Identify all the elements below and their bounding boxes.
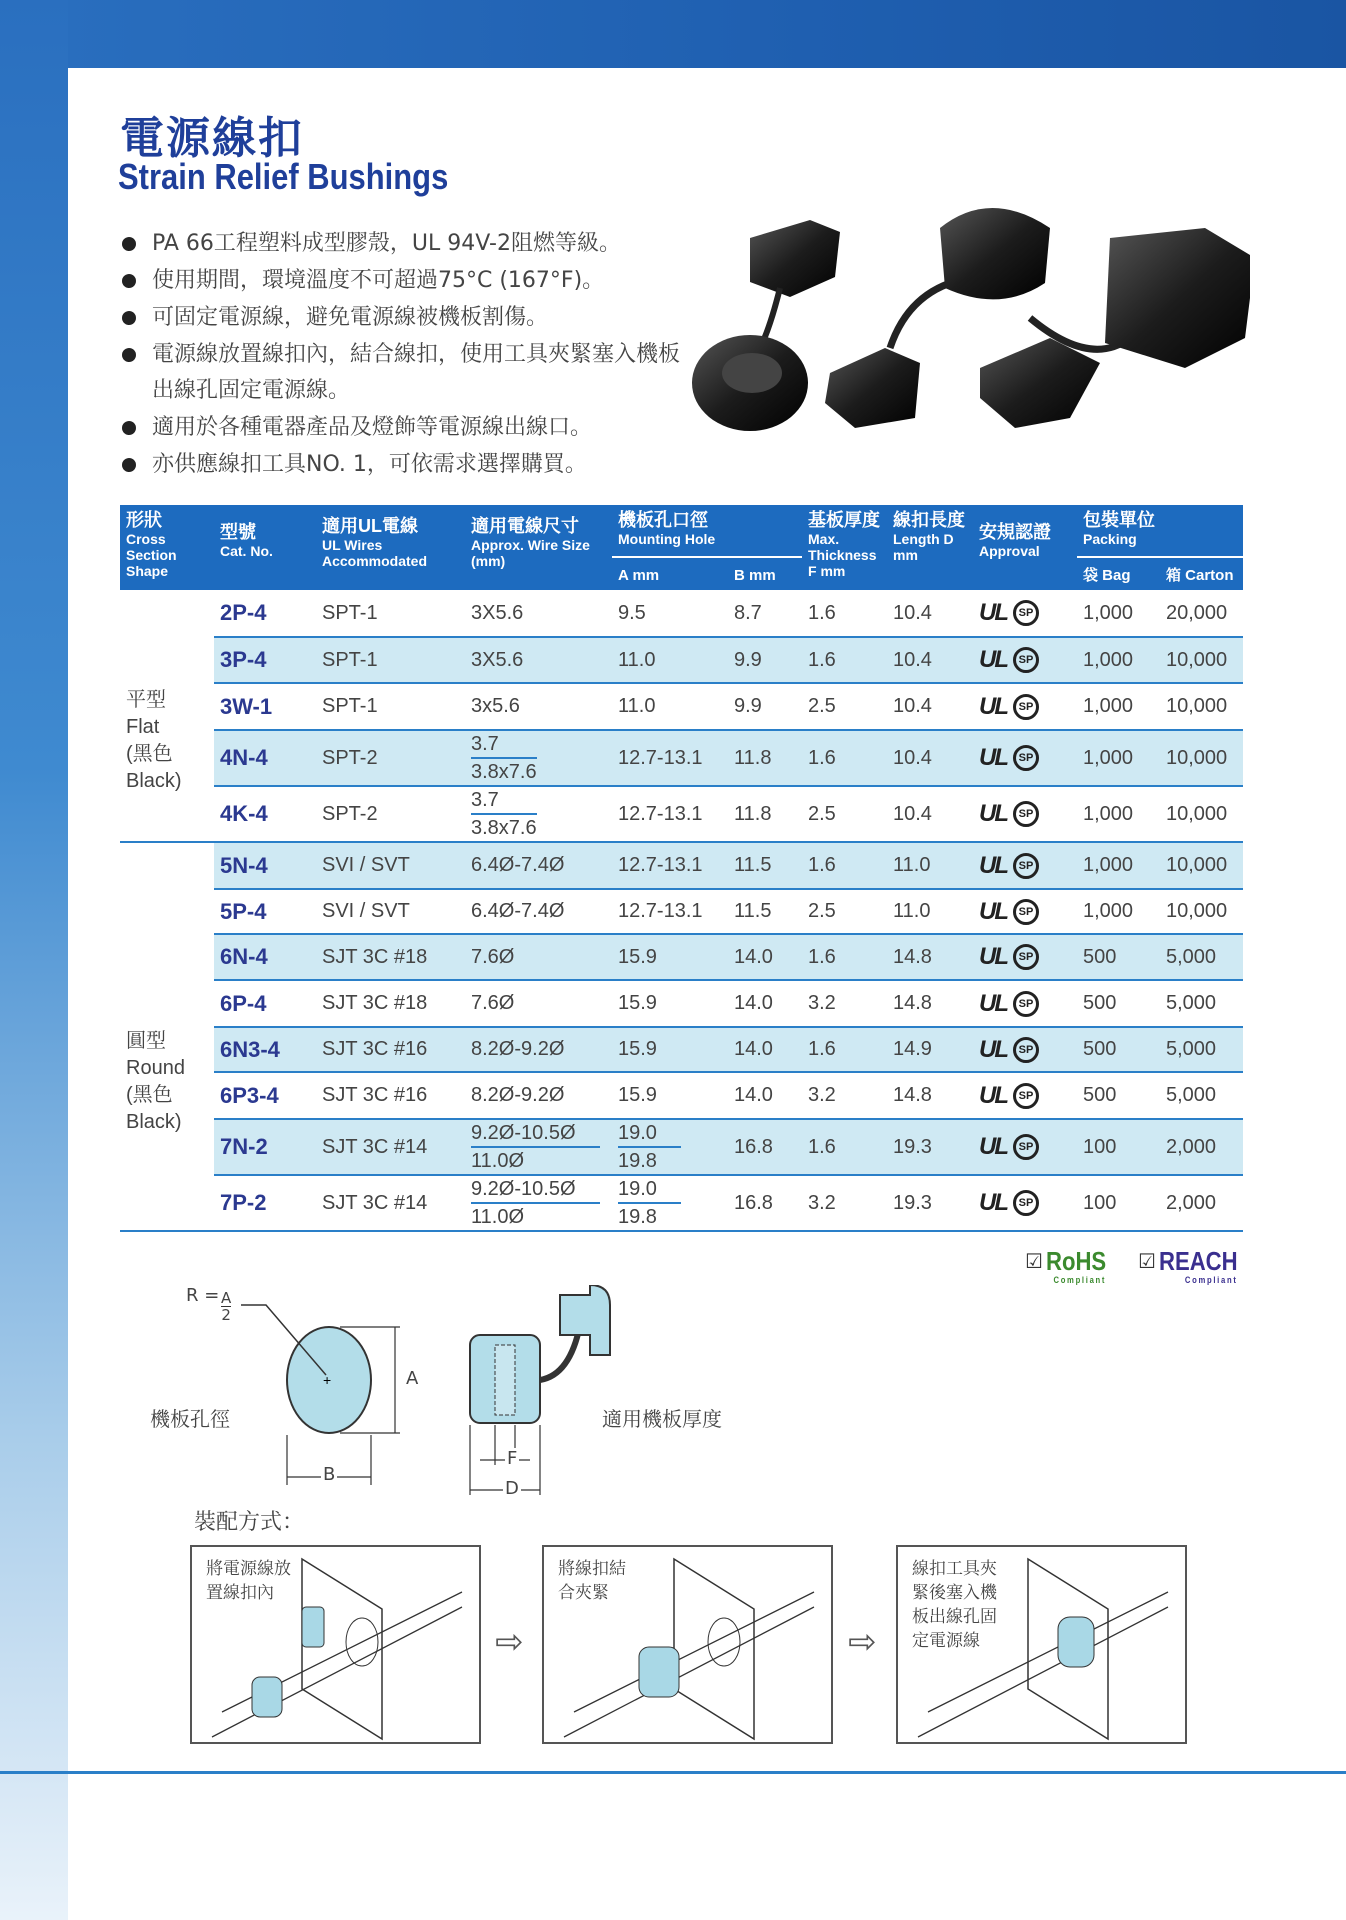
header-b: B mm bbox=[728, 557, 802, 590]
length-d: 14.8 bbox=[887, 980, 973, 1027]
hole-a: 15.9 bbox=[612, 934, 728, 980]
step-text: 線扣工具夾 緊後塞入機 板出線孔固 定電源線 bbox=[912, 1559, 997, 1651]
hole-b: 9.9 bbox=[728, 637, 802, 683]
hole-a: $\frac{19.0}{19.8}$ bbox=[612, 1175, 728, 1231]
radius-formula: R = bbox=[186, 1285, 220, 1306]
wire-size: $\frac{9.2Ø-10.5Ø}{11.0Ø}$ bbox=[465, 1175, 612, 1231]
length-d: 11.0 bbox=[887, 889, 973, 934]
pack-carton: 10,000 bbox=[1160, 889, 1243, 934]
hole-a: 12.7-13.1 bbox=[612, 786, 728, 842]
length-d: 14.9 bbox=[887, 1027, 973, 1072]
assembly-step-3 bbox=[896, 1545, 1187, 1744]
cat-no: 3P-4 bbox=[214, 637, 316, 683]
length-d: 14.8 bbox=[887, 1072, 973, 1119]
pack-bag: 1,000 bbox=[1077, 730, 1160, 786]
hole-b: 8.7 bbox=[728, 590, 802, 637]
thickness-f: 2.5 bbox=[802, 786, 887, 842]
dim-f-label: F bbox=[507, 1448, 518, 1469]
ul-wire: SJT 3C #14 bbox=[316, 1175, 465, 1231]
arrow-right-icon: ⇨ bbox=[848, 1622, 877, 1662]
assembly-title: 裝配方式： bbox=[194, 1510, 305, 1535]
hole-a: 12.7-13.1 bbox=[612, 889, 728, 934]
ul-wire: SVI / SVT bbox=[316, 842, 465, 889]
ul-wire: SJT 3C #16 bbox=[316, 1072, 465, 1119]
hole-a: 15.9 bbox=[612, 1072, 728, 1119]
ul-mark-icon: UL bbox=[979, 692, 1007, 720]
feature-item: 適用於各種電器產品及燈飾等電源線出線口。 bbox=[120, 410, 700, 446]
ul-wire: SPT-1 bbox=[316, 590, 465, 637]
pack-bag: 500 bbox=[1077, 934, 1160, 980]
ul-mark-icon: UL bbox=[979, 744, 1007, 771]
thickness-label: 適用機板厚度 bbox=[602, 1407, 722, 1431]
approval bbox=[973, 786, 1077, 842]
hole-b: 11.8 bbox=[728, 730, 802, 786]
hole-a: 11.0 bbox=[612, 637, 728, 683]
csa-mark-icon: SP bbox=[1013, 745, 1039, 771]
pack-bag: 100 bbox=[1077, 1175, 1160, 1231]
header-approval: 安規認證 Approval bbox=[973, 505, 1077, 590]
cat-no: 6P-4 bbox=[214, 980, 316, 1027]
thickness-f: 1.6 bbox=[802, 1027, 887, 1072]
ul-mark-icon: UL bbox=[979, 1189, 1007, 1216]
thickness-f: 2.5 bbox=[802, 889, 887, 934]
wire-size: 6.4Ø-7.4Ø bbox=[465, 842, 612, 889]
hole-a: 9.5 bbox=[612, 590, 728, 637]
pack-carton: 2,000 bbox=[1160, 1119, 1243, 1175]
approval bbox=[973, 1119, 1077, 1175]
approval bbox=[973, 934, 1077, 980]
header-ul: 適用UL電線 UL Wires Accommodated bbox=[316, 505, 465, 590]
pack-bag: 1,000 bbox=[1077, 637, 1160, 683]
ul-wire: SPT-2 bbox=[316, 730, 465, 786]
approval bbox=[973, 842, 1077, 889]
ul-mark-icon: UL bbox=[979, 989, 1007, 1017]
header-wire: 適用電線尺寸 Approx. Wire Size (mm) bbox=[465, 505, 612, 590]
feature-list bbox=[120, 226, 700, 484]
pack-bag: 1,000 bbox=[1077, 590, 1160, 637]
wire-size: 7.6Ø bbox=[465, 980, 612, 1027]
csa-mark-icon: SP bbox=[1013, 853, 1039, 879]
pack-bag: 500 bbox=[1077, 1072, 1160, 1119]
cat-no: 4N-4 bbox=[214, 730, 316, 786]
pack-carton: 10,000 bbox=[1160, 683, 1243, 730]
cat-no: 4K-4 bbox=[214, 786, 316, 842]
approval bbox=[973, 980, 1077, 1027]
pack-carton: 5,000 bbox=[1160, 1027, 1243, 1072]
ul-wire: SJT 3C #14 bbox=[316, 1119, 465, 1175]
pack-carton: 5,000 bbox=[1160, 1072, 1243, 1119]
hole-b: 14.0 bbox=[728, 1027, 802, 1072]
cat-no: 3W-1 bbox=[214, 683, 316, 730]
shape-group-flat: 平型 Flat (黑色 Black) bbox=[120, 590, 214, 842]
thickness-f: 1.6 bbox=[802, 730, 887, 786]
table-row bbox=[120, 730, 1243, 786]
ul-mark-icon: UL bbox=[979, 1133, 1007, 1160]
cat-no: 6N3-4 bbox=[214, 1027, 316, 1072]
length-d: 10.4 bbox=[887, 590, 973, 637]
thickness-f: 1.6 bbox=[802, 1119, 887, 1175]
table-row bbox=[120, 637, 1243, 683]
cat-no: 5P-4 bbox=[214, 889, 316, 934]
pack-bag: 500 bbox=[1077, 980, 1160, 1027]
cat-no: 7N-2 bbox=[214, 1119, 316, 1175]
hole-label: 機板孔徑 bbox=[150, 1407, 230, 1431]
hole-b: 16.8 bbox=[728, 1119, 802, 1175]
hole-b: 11.8 bbox=[728, 786, 802, 842]
length-d: 10.4 bbox=[887, 637, 973, 683]
length-d: 11.0 bbox=[887, 842, 973, 889]
length-d: 10.4 bbox=[887, 730, 973, 786]
header-carton: 箱 Carton bbox=[1160, 557, 1243, 590]
wire-size: $\frac{3.7}{3.8x7.6}$ bbox=[465, 730, 612, 786]
wire-size: 8.2Ø-9.2Ø bbox=[465, 1072, 612, 1119]
table-row bbox=[120, 980, 1243, 1027]
wire-size: $\frac{3.7}{3.8x7.6}$ bbox=[465, 786, 612, 842]
csa-mark-icon: SP bbox=[1013, 1083, 1039, 1109]
header-length: 線扣長度 Length D mm bbox=[887, 505, 973, 590]
cat-no: 6P3-4 bbox=[214, 1072, 316, 1119]
pack-carton: 10,000 bbox=[1160, 786, 1243, 842]
approval bbox=[973, 1027, 1077, 1072]
cat-no: 7P-2 bbox=[214, 1175, 316, 1231]
table-row bbox=[120, 842, 1243, 889]
pack-bag: 1,000 bbox=[1077, 786, 1160, 842]
top-blue-band bbox=[0, 0, 1346, 68]
hole-b: 14.0 bbox=[728, 1072, 802, 1119]
wire-size: $\frac{9.2Ø-10.5Ø}{11.0Ø}$ bbox=[465, 1119, 612, 1175]
table-row bbox=[120, 1072, 1243, 1119]
length-d: 19.3 bbox=[887, 1175, 973, 1231]
ul-wire: SPT-1 bbox=[316, 637, 465, 683]
thickness-f: 3.2 bbox=[802, 1072, 887, 1119]
approval bbox=[973, 683, 1077, 730]
csa-mark-icon: SP bbox=[1013, 1190, 1039, 1216]
thickness-f: 1.6 bbox=[802, 590, 887, 637]
hole-b: 11.5 bbox=[728, 889, 802, 934]
ul-wire: SVI / SVT bbox=[316, 889, 465, 934]
page-title-en: Strain Relief Bushings bbox=[118, 156, 449, 197]
pack-carton: 10,000 bbox=[1160, 730, 1243, 786]
feature-item: 亦供應線扣工具NO. 1，可依需求選擇購買。 bbox=[120, 447, 700, 483]
hole-b: 16.8 bbox=[728, 1175, 802, 1231]
ul-wire: SPT-1 bbox=[316, 683, 465, 730]
pack-bag: 1,000 bbox=[1077, 889, 1160, 934]
pack-carton: 5,000 bbox=[1160, 980, 1243, 1027]
header-hole: 機板孔口徑 Mounting Hole bbox=[612, 505, 802, 557]
feature-item: 可固定電源線，避免電源線被機板割傷。 bbox=[120, 300, 700, 336]
approval bbox=[973, 1072, 1077, 1119]
approval bbox=[973, 730, 1077, 786]
csa-mark-icon: SP bbox=[1013, 944, 1039, 970]
pack-carton: 20,000 bbox=[1160, 590, 1243, 637]
feature-item: PA 66工程塑料成型膠殼，UL 94V-2阻燃等級。 bbox=[120, 226, 700, 262]
table-row bbox=[120, 590, 1243, 637]
thickness-f: 3.2 bbox=[802, 1175, 887, 1231]
table-row bbox=[120, 1175, 1243, 1231]
approval bbox=[973, 1175, 1077, 1231]
header-bag: 袋 Bag bbox=[1077, 557, 1160, 590]
cat-no: 6N-4 bbox=[214, 934, 316, 980]
feature-item: 使用期間，環境溫度不可超過75°C (167°F)。 bbox=[120, 263, 700, 299]
length-d: 19.3 bbox=[887, 1119, 973, 1175]
assembly-step-1 bbox=[190, 1545, 481, 1744]
pack-carton: 5,000 bbox=[1160, 934, 1243, 980]
table-row bbox=[120, 683, 1243, 730]
thickness-f: 3.2 bbox=[802, 980, 887, 1027]
rohs-badge: ☑ RoHS Compliant bbox=[1025, 1246, 1107, 1285]
dim-d-label: D bbox=[505, 1478, 519, 1499]
table-row bbox=[120, 889, 1243, 934]
svg-text:+: + bbox=[323, 1372, 332, 1388]
cat-no: 2P-4 bbox=[214, 590, 316, 637]
ul-mark-icon: UL bbox=[979, 599, 1007, 626]
approval bbox=[973, 889, 1077, 934]
wire-size: 8.2Ø-9.2Ø bbox=[465, 1027, 612, 1072]
dimension-diagram bbox=[180, 1285, 660, 1495]
ul-mark-icon: UL bbox=[979, 646, 1007, 673]
csa-mark-icon: SP bbox=[1013, 694, 1039, 720]
header-packing: 包裝單位 Packing bbox=[1077, 505, 1243, 557]
checkbox-icon: ☑ bbox=[1025, 1251, 1043, 1273]
hole-a: 15.9 bbox=[612, 980, 728, 1027]
feature-item: 電源線放置線扣內，結合線扣，使用工具夾緊塞入機板出線孔固定電源線。 bbox=[120, 337, 700, 409]
hole-b: 14.0 bbox=[728, 934, 802, 980]
bottom-divider bbox=[0, 1771, 1346, 1774]
radius-fraction: A 2 bbox=[221, 1289, 232, 1324]
length-d: 14.8 bbox=[887, 934, 973, 980]
ul-mark-icon: UL bbox=[979, 1081, 1007, 1109]
hole-a: 11.0 bbox=[612, 683, 728, 730]
ul-mark-icon: UL bbox=[979, 851, 1007, 879]
thickness-f: 1.6 bbox=[802, 842, 887, 889]
approval bbox=[973, 590, 1077, 637]
hole-b: 11.5 bbox=[728, 842, 802, 889]
shape-group-round: 圓型 Round (黑色 Black) bbox=[120, 842, 214, 1231]
page-title-zh: 電源線扣 bbox=[120, 113, 304, 164]
wire-size: 7.6Ø bbox=[465, 934, 612, 980]
csa-mark-icon: SP bbox=[1013, 899, 1039, 925]
ul-wire: SJT 3C #16 bbox=[316, 1027, 465, 1072]
thickness-f: 1.6 bbox=[802, 934, 887, 980]
table-row bbox=[120, 1119, 1243, 1175]
arrow-right-icon: ⇨ bbox=[495, 1622, 524, 1662]
pack-bag: 1,000 bbox=[1077, 683, 1160, 730]
step-text: 將線扣結 合夾緊 bbox=[558, 1559, 626, 1603]
csa-mark-icon: SP bbox=[1013, 600, 1039, 626]
product-photo bbox=[690, 198, 1250, 473]
length-d: 10.4 bbox=[887, 683, 973, 730]
hole-b: 14.0 bbox=[728, 980, 802, 1027]
spec-table bbox=[120, 505, 1243, 1232]
ul-mark-icon: UL bbox=[979, 1035, 1007, 1063]
left-blue-band bbox=[0, 0, 68, 1920]
dim-a-label: A bbox=[406, 1368, 419, 1389]
ul-mark-icon: UL bbox=[979, 800, 1007, 827]
header-shape: 形狀 Cross Section Shape bbox=[120, 505, 214, 590]
header-cat: 型號 Cat. No. bbox=[214, 505, 316, 590]
length-d: 10.4 bbox=[887, 786, 973, 842]
pack-bag: 1,000 bbox=[1077, 842, 1160, 889]
csa-mark-icon: SP bbox=[1013, 801, 1039, 827]
header-a: A mm bbox=[612, 557, 728, 590]
pack-carton: 2,000 bbox=[1160, 1175, 1243, 1231]
approval bbox=[973, 637, 1077, 683]
pack-bag: 500 bbox=[1077, 1027, 1160, 1072]
table-row bbox=[120, 786, 1243, 842]
step-text: 將電源線放 置線扣內 bbox=[206, 1559, 291, 1603]
wire-size: 3x5.6 bbox=[465, 683, 612, 730]
table-row bbox=[120, 934, 1243, 980]
ul-wire: SJT 3C #18 bbox=[316, 980, 465, 1027]
hole-a: $\frac{19.0}{19.8}$ bbox=[612, 1119, 728, 1175]
hole-b: 9.9 bbox=[728, 683, 802, 730]
hole-a: 15.9 bbox=[612, 1027, 728, 1072]
pack-carton: 10,000 bbox=[1160, 842, 1243, 889]
dim-b-label: B bbox=[323, 1464, 336, 1485]
assembly-step-2 bbox=[542, 1545, 833, 1744]
wire-size: 3X5.6 bbox=[465, 590, 612, 637]
table-row bbox=[120, 1027, 1243, 1072]
hole-a: 12.7-13.1 bbox=[612, 730, 728, 786]
ul-mark-icon: UL bbox=[979, 943, 1007, 970]
hole-a: 12.7-13.1 bbox=[612, 842, 728, 889]
cat-no: 5N-4 bbox=[214, 842, 316, 889]
pack-bag: 100 bbox=[1077, 1119, 1160, 1175]
csa-mark-icon: SP bbox=[1013, 647, 1039, 673]
wire-size: 6.4Ø-7.4Ø bbox=[465, 889, 612, 934]
csa-mark-icon: SP bbox=[1013, 991, 1039, 1017]
csa-mark-icon: SP bbox=[1013, 1134, 1039, 1160]
csa-mark-icon: SP bbox=[1013, 1037, 1039, 1063]
pack-carton: 10,000 bbox=[1160, 637, 1243, 683]
wire-size: 3X5.6 bbox=[465, 637, 612, 683]
checkbox-icon: ☑ bbox=[1138, 1251, 1156, 1273]
reach-badge: ☑ REACH Compliant bbox=[1138, 1246, 1238, 1285]
ul-wire: SPT-2 bbox=[316, 786, 465, 842]
header-thickness: 基板厚度 Max. Thickness F mm bbox=[802, 505, 887, 590]
ul-wire: SJT 3C #18 bbox=[316, 934, 465, 980]
ul-mark-icon: UL bbox=[979, 897, 1007, 925]
thickness-f: 2.5 bbox=[802, 683, 887, 730]
thickness-f: 1.6 bbox=[802, 637, 887, 683]
